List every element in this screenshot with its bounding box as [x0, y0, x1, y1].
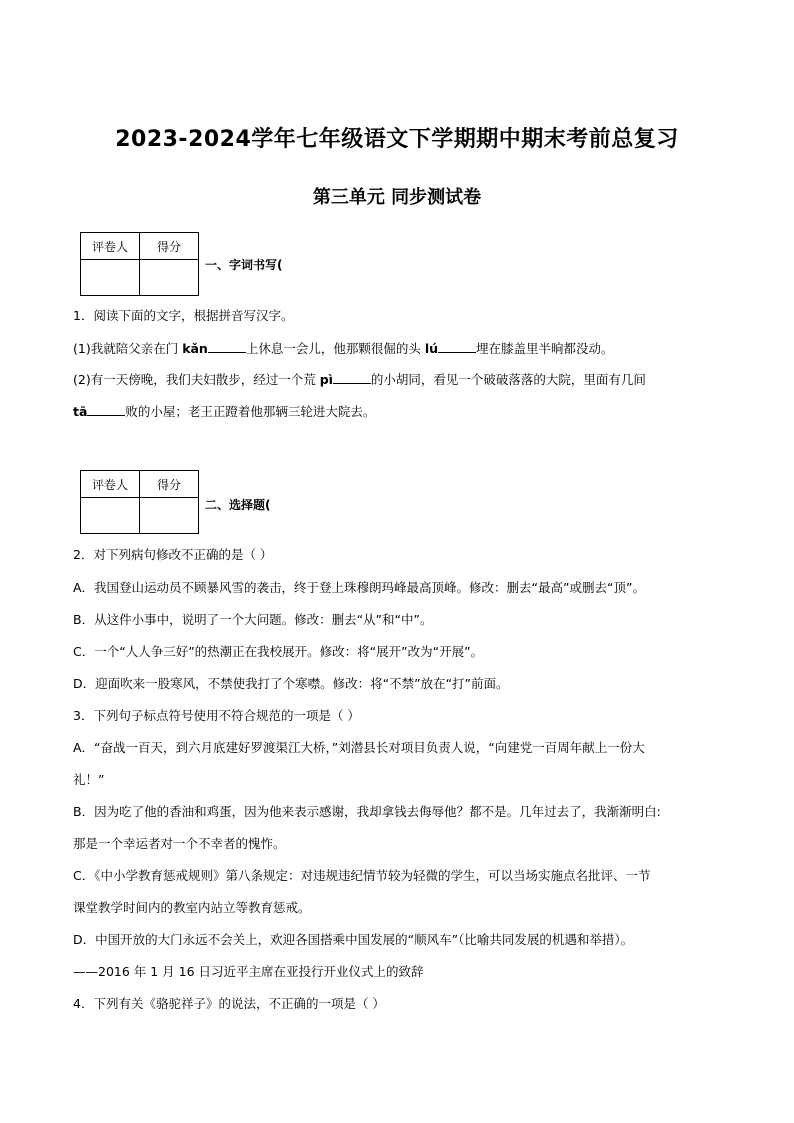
- q2-stem: 2．对下列病句修改不正确的是（ ）: [73, 547, 273, 562]
- q2-option-b: B．从这件小事中，说明了一个大问题。修改：删去“从”和“中”。: [73, 612, 433, 627]
- section-heading-1: 一、字词书写(: [205, 258, 283, 272]
- grader-header: 评卷人: [81, 471, 140, 498]
- answer-blank[interactable]: [208, 340, 246, 353]
- q2-option-d: D．迎面吹来一股寒风，不禁使我打了个寒噤。修改：将“不禁”放在“打”前面。: [73, 676, 509, 691]
- grader-cell[interactable]: [81, 498, 140, 534]
- q1-line-1: (1)我就陪父亲在门 kǎn 上休息一会儿，他那颗很倔的头 lú 埋在膝盖里半晌都没动。: [73, 341, 614, 356]
- q1-line-3: tā 败的小屋；老王正蹬着他那辆三轮进大院去。: [73, 404, 376, 419]
- score-cell[interactable]: [140, 498, 199, 534]
- q3-stem: 3．下列句子标点符号使用不符合规范的一项是（ ）: [73, 708, 360, 723]
- q3-option-b: B．因为吃了他的香油和鸡蛋，因为他来表示感谢，我却拿钱去侮辱他？都不是。几年过去了，我渐渐明白:: [73, 804, 661, 819]
- grader-header: 评卷人: [81, 233, 140, 260]
- q3-option-d-cont: ——2016 年 1 月 16 日习近平主席在亚投行开业仪式上的致辞: [73, 964, 424, 979]
- score-cell[interactable]: [140, 260, 199, 296]
- answer-blank[interactable]: [333, 371, 371, 384]
- grader-cell[interactable]: [81, 260, 140, 296]
- q3-option-b-cont: 那是一个幸运者对一个不幸者的愧怍。: [73, 836, 286, 851]
- score-header: 得分: [140, 471, 199, 498]
- q3-option-d: D．中国开放的大门永远不会关上，欢迎各国搭乘中国发展的“顺风车”（比喻共同发展的机遇和举措）。: [73, 932, 634, 947]
- q3-option-a: A．“奋战一百天，到六月底建好罗渡渠江大桥，”刘潜县长对项目负责人说，“向建党一百周年献上一份大: [73, 740, 645, 755]
- q1-line-2: (2)有一天傍晚，我们夫妇散步，经过一个荒 pì 的小胡同，看见一个破破落落的大院，里面有几间: [73, 372, 646, 387]
- score-header: 得分: [140, 233, 199, 260]
- q3-option-c: C．《中小学教育惩戒规则》第八条规定：对违规违纪情节较为轻微的学生，可以当场实施点名批评、一节: [73, 868, 651, 883]
- score-box-2: [80, 470, 199, 534]
- q3-option-c-cont: 课堂教学时间内的教室内站立等教育惩戒。: [73, 900, 311, 915]
- q2-option-a: A．我国登山运动员不顾暴风雪的袭击，终于登上珠穆朗玛峰最高顶峰。修改：删去“最高”或删去“顶”。: [73, 580, 645, 595]
- q3-option-a-cont: 礼！”: [73, 772, 105, 787]
- answer-blank[interactable]: [87, 403, 125, 416]
- answer-blank[interactable]: [438, 340, 476, 353]
- q1-stem: 1．阅读下面的文字，根据拼音写汉字。: [73, 308, 294, 323]
- section-heading-2: 二、选择题(: [205, 498, 271, 512]
- q2-option-c: C．一个“人人争三好”的热潮正在我校展开。修改：将“展开”改为“开展”。: [73, 644, 484, 659]
- score-box-1: [80, 232, 199, 296]
- page-title: 2023-2024学年七年级语文下学期期中期末考前总复习: [115, 127, 679, 152]
- q4-stem: 4．下列有关《骆驼祥子》的说法，不正确的一项是（ ）: [73, 996, 385, 1011]
- page-subtitle: 第三单元 同步测试卷: [312, 187, 482, 208]
